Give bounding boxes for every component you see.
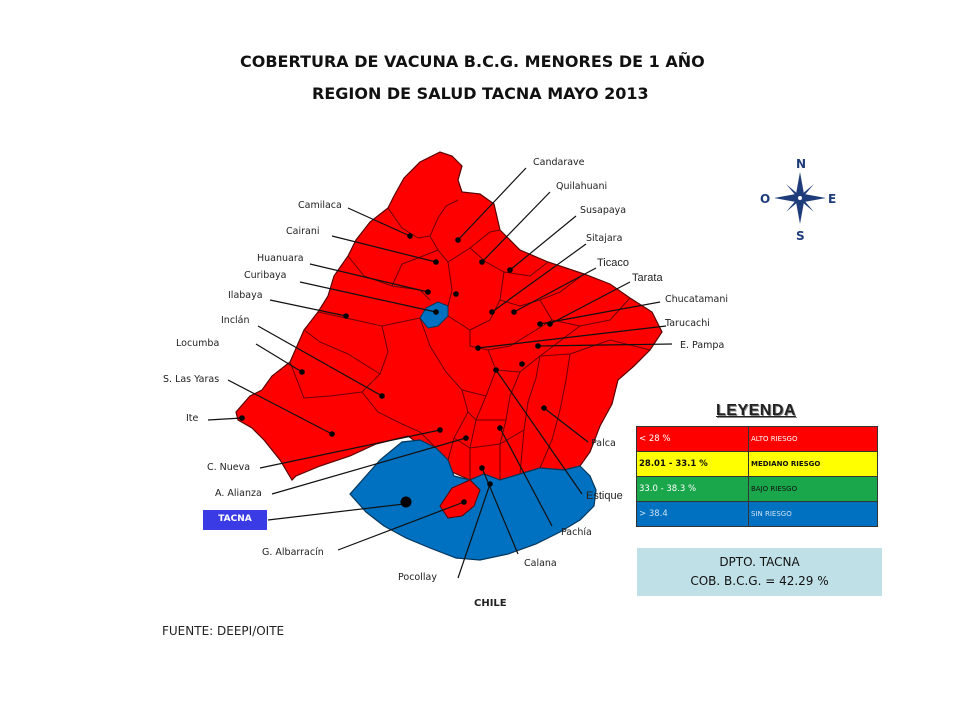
tacna-city-marker [401,497,412,508]
label-huanuara: Huanuara [257,253,304,264]
summary-line2: COB. B.C.G. = 42.29 % [690,574,829,588]
label-tarata: Tarata [632,272,663,284]
label-ite: Ite [186,413,199,424]
legend-label: SIN RIESGO [749,502,878,527]
map-title-line1: COBERTURA DE VACUNA B.C.G. MENORES DE 1 AÑO [240,52,705,71]
label-quilahuani: Quilahuani [556,181,608,192]
label-cairani: Cairani [286,226,320,237]
label-country-chile: CHILE [474,598,507,609]
legend-title: LEYENDA [716,402,796,419]
label-tacna: TACNA [203,510,267,530]
legend-row [637,452,878,477]
legend-range: 33.0 - 38.3 % [637,477,749,502]
label-c-nueva: C. Nueva [207,462,251,473]
label-chucatamani: Chucatamani [665,294,729,305]
summary-line1: DPTO. TACNA [719,555,800,569]
label-s-las-yaras: S. Las Yaras [163,374,220,385]
label-pachia: Pachía [561,527,592,538]
source-note: FUENTE: DEEPI/OITE [162,624,285,638]
label-candarave: Candarave [533,157,585,168]
label-g-albarracin: G. Albarracín [262,547,324,558]
label-ticaco: Ticaco [597,257,629,269]
label-curibaya: Curibaya [244,270,287,281]
compass-west: O [760,192,771,206]
label-palca: Palca [591,438,616,449]
label-pocollay: Pocollay [398,572,437,583]
legend-range: < 28 % [637,427,749,452]
map-title-line2: REGION DE SALUD TACNA MAYO 2013 [312,84,649,103]
label-sitajara: Sitajara [586,233,623,244]
label-tarucachi: Tarucachi [665,318,710,329]
label-camilaca: Camilaca [298,200,342,211]
compass-north: N [796,157,807,171]
label-a-alianza: A. Alianza [215,488,262,499]
legend-row [637,427,878,452]
label-inclan: Inclán [221,315,250,326]
legend-label: BAJO RIESGO [749,477,878,502]
legend-table [636,426,878,527]
label-estique: Estique [586,490,623,502]
legend-range: > 38.4 [637,502,749,527]
legend-range: 28.01 - 33.1 % [637,452,749,477]
label-locumba: Locumba [176,338,220,349]
label-calana: Calana [524,558,557,569]
legend-label: MEDIANO RIESGO [749,452,878,477]
label-ilabaya: Ilabaya [228,290,263,301]
summary-box [637,548,882,596]
label-susapaya: Susapaya [580,205,627,216]
compass-south: S [796,229,805,243]
compass-east: E [828,192,837,206]
label-e-pampa: E. Pampa [680,340,725,351]
legend-label: ALTO RIESGO [749,427,878,452]
legend-row [637,477,878,502]
legend-row [637,502,878,527]
compass-icon [774,172,826,224]
